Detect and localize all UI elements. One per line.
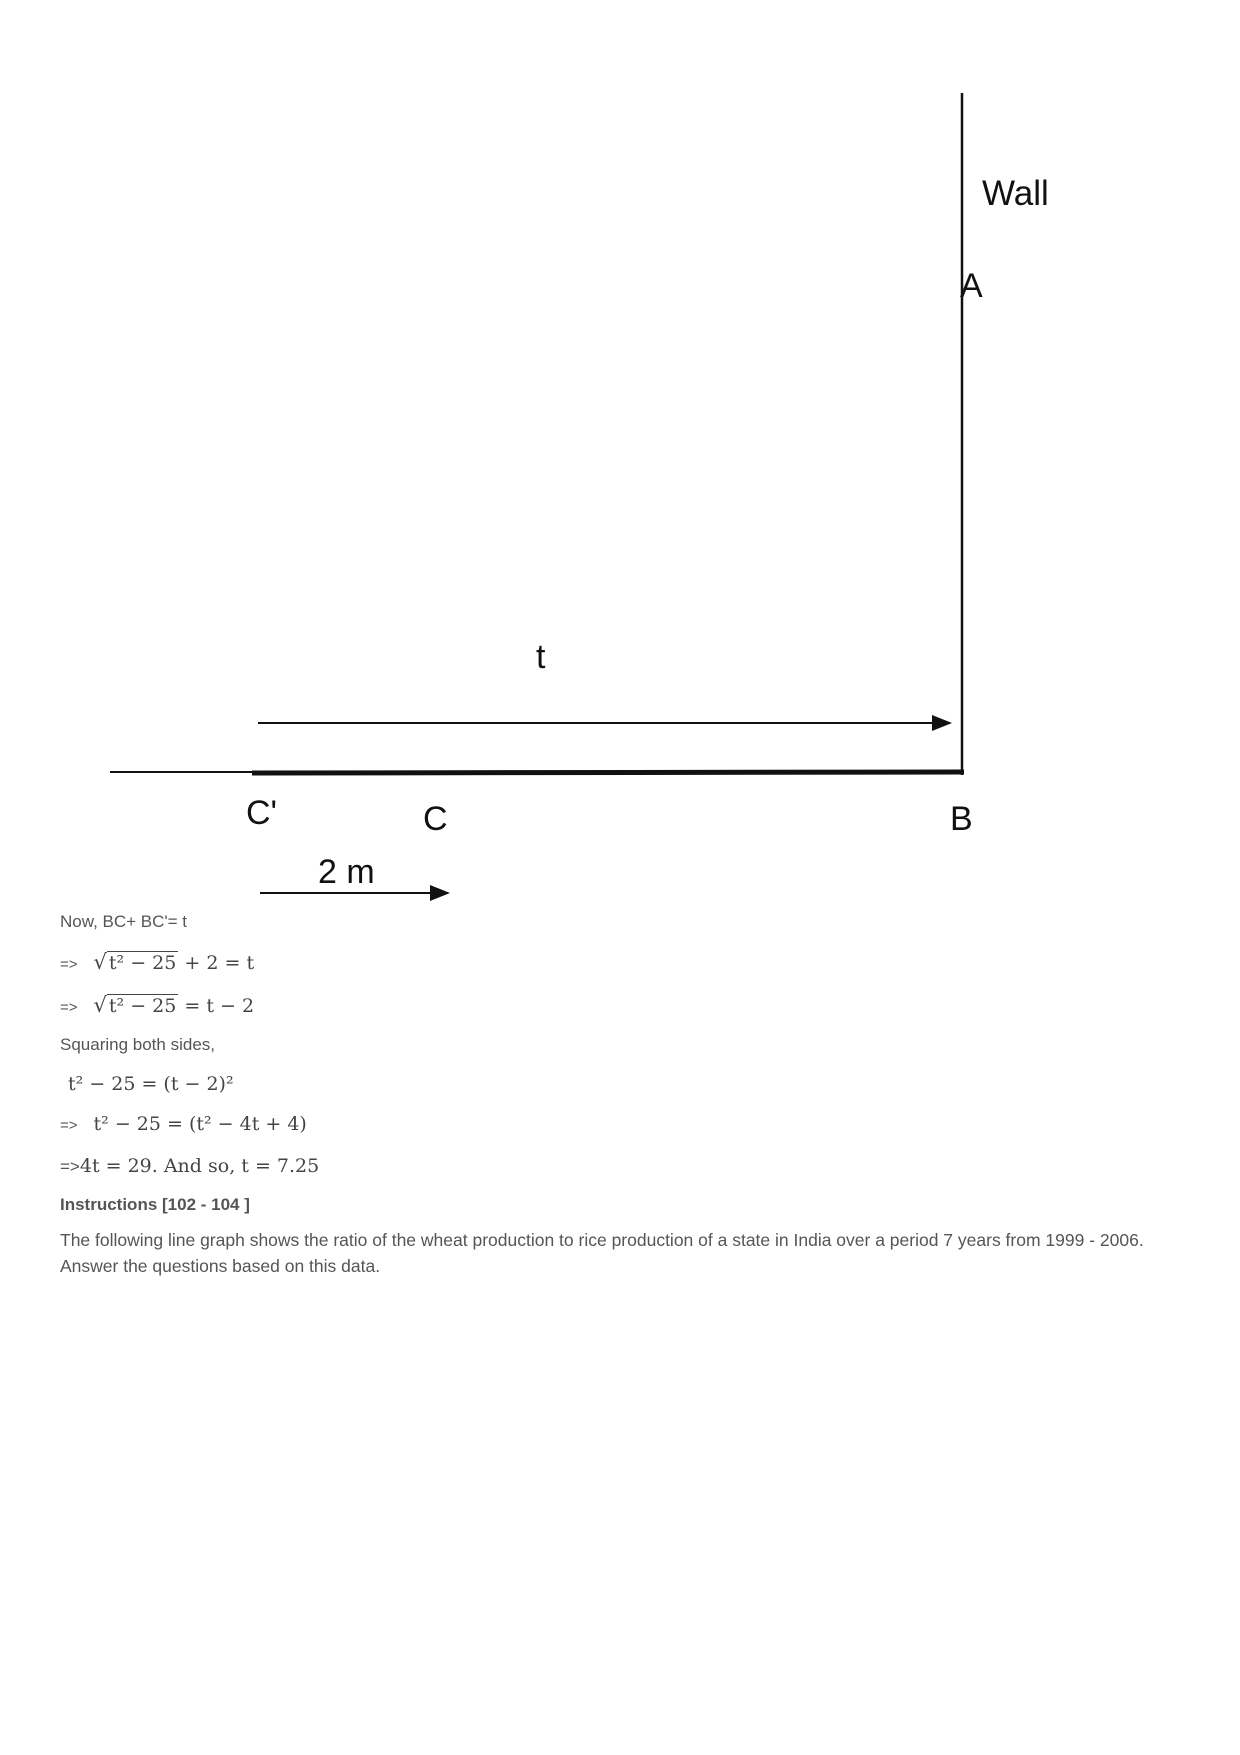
instructions-text: The following line graph shows the ratio of the wheat production to rice production of a state in India over a period 7 years from 1999 - 2006. Answer the questions based on this data.: [60, 1230, 1144, 1276]
t-label: t: [536, 638, 546, 676]
ladder-base-line: [252, 772, 964, 773]
point-c-label: C: [423, 800, 448, 838]
equation-1: => √ t² − 25 + 2 = t: [60, 950, 255, 974]
eq2-rest: = t − 2: [184, 995, 255, 1017]
equation-5: [60, 1155, 319, 1177]
eq1-radicand: t² − 25: [108, 952, 177, 974]
solution-line-1: Now, BC+ BC'= t: [60, 912, 188, 931]
point-a-label: A: [960, 267, 983, 305]
point-b-label: B: [950, 800, 973, 838]
eq4-expression: t² − 25 = (t² − 4t + 4): [93, 1113, 307, 1135]
implies-arrow: =>: [60, 956, 78, 973]
equation-2: => √ t² − 25 = t − 2: [60, 993, 255, 1017]
implies-arrow: =>: [60, 1117, 78, 1134]
wall-label: Wall: [982, 174, 1049, 213]
two-m-label: 2 m: [318, 853, 375, 891]
instructions-heading: Instructions [102 - 104 ]: [60, 1195, 250, 1214]
eq2-radicand: t² − 25: [108, 995, 177, 1017]
equation-4: [60, 1113, 307, 1135]
squaring-text: Squaring both sides,: [60, 1035, 215, 1054]
point-c-prime-label: C': [246, 794, 278, 832]
eq1-rest: + 2 = t: [184, 952, 255, 974]
eq3-expression: t² − 25 = (t − 2)²: [68, 1073, 234, 1095]
eq5-expression: 4t = 29. And so, t = 7.25: [79, 1155, 320, 1177]
eq5-prefix: =>: [60, 1157, 80, 1176]
equation-3: [68, 1073, 234, 1095]
implies-arrow: =>: [60, 999, 78, 1016]
